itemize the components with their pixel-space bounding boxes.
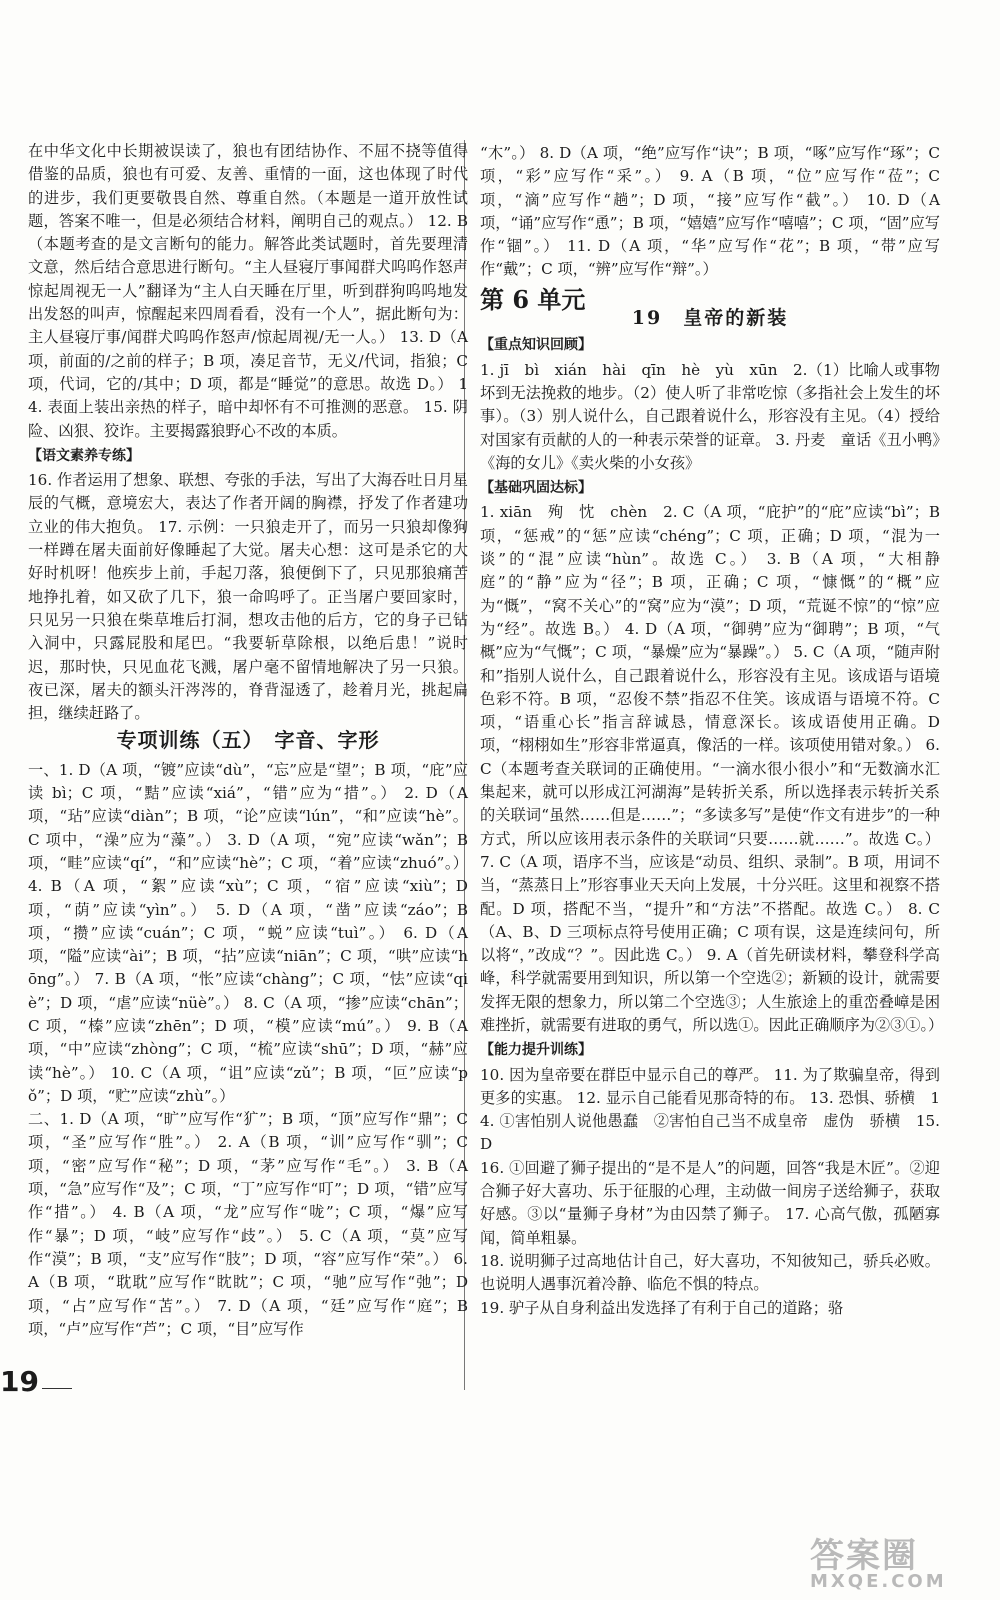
page-number: 19 bbox=[0, 1365, 39, 1398]
section-tag-basic: 【基础巩固达标】 bbox=[480, 480, 592, 497]
right-paragraph-1: “木”。） 8. D（A 项，“绝”应写作“诀”；B 项，“啄”应写作“琢”；C 项，“彩”应写作“采”。） 9. A（B 项，“位”应写作“莅”；C 项，“滴”应写作“趟”；D 项，“接”应写作“截”。） 10. D（A 项，“诵”应写作“恿”；B 项，“嬉嬉”应写作“嘻嘻”；C 项，“固”应写作“锢”。） 11. D（A 项，“华”应写作“花”；B 项，“带”应写作“戴”；C 项，“辨”应写作“辩”。） bbox=[480, 144, 945, 279]
watermark-logo bbox=[810, 1528, 975, 1590]
right-paragraph-6: 18. 说明狮子过高地估计自己，好大喜功，不知彼知己，骄兵必败。也说明人遇事沉着冷静、临危不惧的特点。 bbox=[480, 1251, 940, 1294]
section-tag-ability: 【能力提升训练】 bbox=[480, 1042, 592, 1059]
left-paragraph-2: 16. 作者运用了想象、联想、夸张的手法，写出了大海吞吐日月星辰的气概，意境宏大，表达了作者开阔的胸襟，抒发了作者建功立业的伟大抱负。 17. 示例：一只狼走开了，而另一只狼却像狗一样蹲在屠夫面前好像睡起了大觉。屠夫心想：这可是杀它的大好时机呀！他疾步上前，手起刀落，狼便倒下了，只见那狼痛苦地挣扎着，如又砍了几下，狼一命呜呼了。正当屠户要回家时，只见另一只狼在柴草堆后打洞，想攻击他的后方，它的身子已钻入洞中，只露屁股和尾巴。“我要斩草除根，以绝后患！”说时迟，那时快，只见血花飞溅，屠户毫不留情地解决了另一只狼。夜已深，屠夫的额头汗涔涔的，脊背湿透了，趁着月光，挑起扁担，继续赶路了。 bbox=[28, 471, 468, 723]
right-paragraph-5: 16. ①回避了狮子提出的“是不是人”的问题，回答“我是木匠”。②迎合狮子好大喜功、乐于征服的心理，主动做一间房子送给狮子，获取好感。③以“量狮子身材”为由囚禁了狮子。 17. 心高气傲，孤陋寡闻，简单粗暴。 bbox=[480, 1158, 940, 1247]
section-tag-review: 【重点知识回顾】 bbox=[480, 337, 592, 354]
special-training-title: 专项训练（五） 字音、字形 bbox=[116, 728, 380, 753]
right-paragraph-4: 10. 因为皇帝要在群臣中显示自己的尊严。 11. 为了欺骗皇帝，得到更多的实惠。 12. 显示自己能看见那奇特的布。 13. 恐惧、骄横 14. ①害怕别人说他愚蠢 ②害怕自己当不成皇帝 虚伪 骄横 15. D bbox=[480, 1065, 945, 1154]
right-column bbox=[480, 142, 945, 1320]
right-paragraph-7: 19. 驴子从自身利益出发选择了有利于自己的道路；骆 bbox=[480, 1298, 844, 1317]
left-paragraph-4: 二、1. D（A 项，“旷”应写作“犷”；B 项，“顶”应写作“鼎”；C 项，“圣”应写作“胜”。） 2. A（B 项，“训”应写作“驯”；C 项，“密”应写作“秘”；D 项，“茅”应写作“毛”。） 3. B（A 项，“急”应写作“及”；C 项，“丁”应写作“叮”；D 项，“错”应写作“措”。） 4. B（A 项，“龙”应写作“咙”；C 项，“爆”应写作“暴”；D 项，“岐”应写作“歧”。） 5. C（A 项，“莫”应写作“漠”；B 项，“支”应写作“肢”；D 项，“容”应写作“荣”。） 6. A（B 项，“耽耽”应写作“眈眈”；C 项，“驰”应写作“弛”；D 项，“占”应写作“苫”。） 7. D（A 项，“廷”应写作“庭”；B 项，“卢”应写作“芦”；C 项，“目”应写作 bbox=[28, 1110, 473, 1338]
watermark-text: 答案圈 bbox=[810, 1536, 918, 1576]
left-paragraph-1: 在中华文化中长期被误读了，狼也有团结协作、不屈不挠等值得借鉴的品质，狼也有可爱、友善、重情的一面，这也体现了时代的进步，我们更要敬畏自然、尊重自然。（本题是一道开放性试题，答案不唯一，但是必须结合材料，阐明自己的观点。） 12. B（本题考查的是文言断句的能力。解答此类试题时，首先要理清文意，然后结合意思进行断句。“主人昼寝厅事闻群犬呜呜作怒声惊起周视无一人”翻译为“主人白天睡在厅里，听到群狗呜呜地发出发怒的叫声，惊醒起来四周看看，没有一个人”，据此断句为：主人昼寝厅事/闻群犬呜呜作怒声/惊起周视/无一人。） 13. D（A 项，前面的/之前的样子；B 项，凑足音节，无义/代词，指狼；C 项，代词，它的/其中；D 项，都是“睡觉”的意思。故选 D。） 14. 表面上装出亲热的样子，暗中却怀有不可推测的恶意。 15. 阴险、凶狠、狡诈。主要揭露狼野心不改的本质。 bbox=[28, 142, 473, 440]
lesson-title: 19 皇帝的新装 bbox=[631, 307, 789, 330]
unit-title: 第 6 单元 bbox=[480, 284, 586, 314]
section-tag-literacy: 【语文素养专练】 bbox=[28, 447, 140, 464]
left-column bbox=[28, 140, 473, 1341]
watermark-url: MXQE.COM bbox=[810, 1571, 947, 1592]
left-paragraph-3: 一、1. D（A 项，“镀”应读“dù”，“忘”应是“望”；B 项，“庇”应读 bì；C 项，“黠”应读“xiá”，“错”应为“措”。） 2. D（A 项，“玷”应读“diàn”；B 项，“论”应读“lún”，“和”应读“hè”。C 项中，“澡”应为“藻”。） 3. D（A 项，“宛”应读“wǎn”；B 项，“畦”应读“qí”，“和”应读“hè”；C 项，“着”应读“zhuó”。） 4. B（A 项，“絮”应读“xù”；C 项，“宿”应读“xiù”；D 项，“荫”应读“yìn”。） 5. D（A 项，“凿”应读“záo”；B 项，“攒”应读“cuán”；C 项，“蜕”应读“tuì”。） 6. D（A 项，“隘”应读“ài”；B 项，“拈”应读“niān”；C 项，“哄”应读“hōng”。） 7. B（A 项，“怅”应读“chàng”；C 项，“怯”应读“qiè”；D 项，“虐”应读“nüè”。） 8. C（A 项，“掺”应读“chān”；C 项，“榛”应读“zhēn”；D 项，“模”应读“mú”。） 9. B（A 项，“中”应读“zhòng”；C 项，“梳”应读“shū”；D 项，“赫”应读“hè”。） 10. C（A 项，“诅”应读“zǔ”；B 项，“叵”应读“pǒ”；D 项，“贮”应读“zhù”。） bbox=[28, 760, 473, 1105]
right-paragraph-2: 1. jī bì xián hài qīn hè yù xūn 2.（1）比喻人或事物坏到无法挽救的地步。（2）使人听了非常吃惊（多指社会上发生的坏事）。（3）别人说什么，自己跟着说什么，形容没有主见。（4）授给对国家有贡献的人的一种表示荣誉的证章。 3. 丹麦 童话《丑小鸭》《海的女儿》《卖火柴的小女孩》 bbox=[480, 360, 940, 472]
right-paragraph-3: 1. xiān 殉 忱 chèn 2. C（A 项，“庇护”的“庇”应读“bì”；B 项，“惩戒”的“惩”应读“chéng”；C 项，正确；D 项，“混为一谈”的“混”应读“hùn”。故选 C。） 3. B（A 项，“大相静庭”的“静”应为“径”；B 项，正确；C 项，“慷慨”的“概”应为“慨”，“窝不关心”的“窝”应为“漠”；D 项，“荒诞不惊”的“惊”应为“经”。故选 B。） 4. D（A 项，“御骋”应为“御聘”；B 项，“气概”应为“气慨”；C 项，“暴燥”应为“暴躁”。） 5. C（A 项，“随声附和”指别人说什么，自己跟着说什么，形容没有主见。该成语与语境色彩不符。B 项，“忍俊不禁”指忍不住笑。该成语与语境不符。C 项，“语重心长”指言辞诚恳，情意深长。该成语使用正确。D 项，“栩栩如生”形容非常逼真，像活的一样。该项使用错对象。） 6. C（本题考查关联词的正确使用。“一滴水很小很小”和“无数滴水汇集起来，就可以形成江河湖海”是转折关系，所以选择表示转折关系的关联词“虽然……但是……”；“多读多写”是使“作文有进步”的一种方式，所以应该用表示条件的关联词“只要……就……”。故选 C。） 7. C（A 项，语序不当，应该是“动员、组织、录制”。B 项，用词不当，“蒸蒸日上”形容事业天天向上发展，十分兴旺。这里和视察不搭配。D 项，搭配不当，“提升”和“方法”不搭配。故选 C。） 8. C（A、B、D 三项标点符号使用正确；C 项有误，这是连续问句，所以将“，”改成“？”。因此选 C。） 9. A（首先研读材料，攀登科学高峰，科学就需要用到知识，所以第一个空选②；新颖的设计，就需要发挥无限的想象力，所以第二个空选③；人生旅途上的重峦叠嶂是困难挫折，就需要有进取的勇气，所以选①。因此正确顺序为②③①。） bbox=[480, 503, 945, 1034]
page-number-rule bbox=[42, 1388, 72, 1389]
